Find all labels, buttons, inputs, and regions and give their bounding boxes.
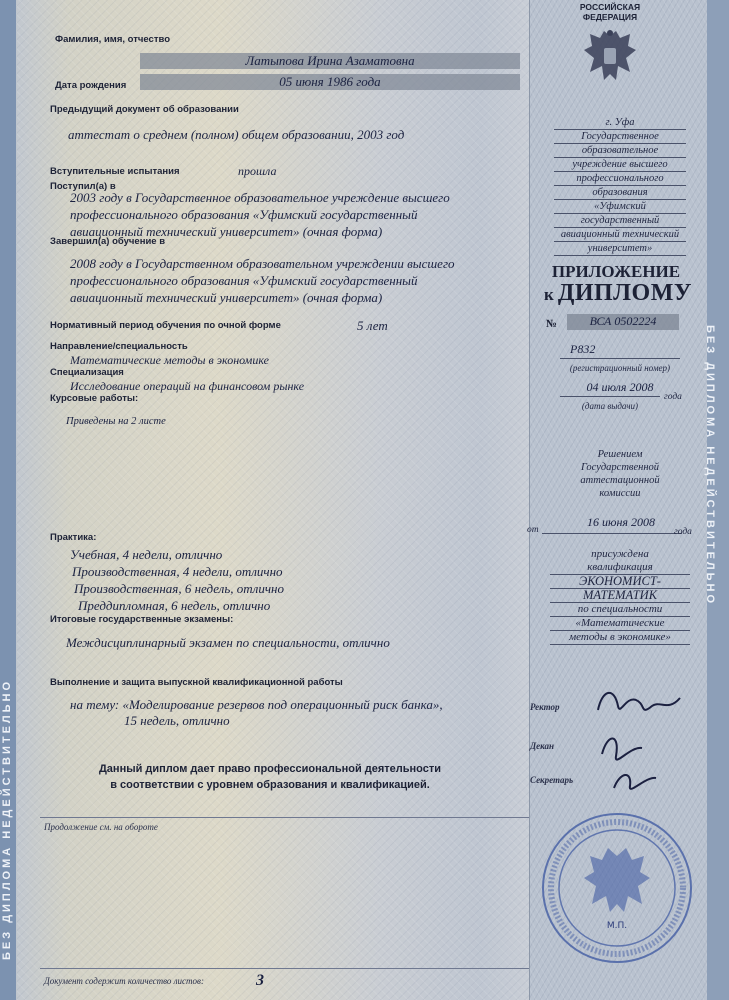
institution-line: профессионального — [554, 172, 686, 186]
awarded-text: присуждена — [591, 548, 649, 560]
period-label: Нормативный период обучения по очной форме — [50, 320, 281, 331]
signatures — [590, 676, 686, 800]
title-line-1: ПРИЛОЖЕНИЕ — [551, 262, 681, 281]
specialization-label: Специализация — [50, 367, 124, 378]
left-vertical-notice: БЕЗ ДИПЛОМА НЕДЕЙСТВИТЕЛЬНО — [1, 678, 13, 960]
dean-signature — [602, 738, 642, 759]
decision-line: аттестационной — [580, 475, 660, 486]
rights-line-1: Данный диплом дает право профессиональной деятельности — [98, 763, 442, 775]
prev-doc-value: аттестат о среднем (полном) общем образовании, 2003 год — [68, 127, 405, 142]
dob-label: Дата рождения — [55, 80, 127, 91]
practice-label: Практика: — [50, 532, 97, 543]
practice-item: Производственная, 6 недель, отлично — [74, 581, 284, 596]
specialization-value: Исследование операций на финансовом рынке — [70, 379, 305, 393]
issue-suffix: года — [664, 392, 682, 402]
qualification-line: ЭКОНОМИСТ- — [550, 575, 690, 589]
prev-doc-label: Предыдущий документ об образовании — [50, 104, 239, 115]
entrance-value: прошла — [238, 164, 277, 178]
issue-date: 04 июля 2008 — [586, 380, 654, 394]
decision-underline — [542, 533, 682, 534]
secretary-label: Секретарь — [530, 775, 574, 785]
reg-number: Р832 — [570, 342, 596, 356]
sheets-value: 3 — [256, 972, 264, 989]
rector-label: Ректор — [530, 702, 560, 712]
sheets-label: Документ содержит количество листов: — [44, 976, 204, 986]
title-k: к — [544, 285, 554, 304]
enrolled-line: 2003 году в Государственное образовательное учреждение высшего — [70, 190, 450, 205]
date-of-birth: 05 июня 1986 года — [279, 74, 381, 89]
right-panel — [529, 0, 708, 1000]
final-exams-label: Итоговые государственные экзамены: — [50, 614, 234, 625]
student-name: Латыпова Ирина Азаматовна — [245, 53, 415, 68]
right-vertical-notice: БЕЗ ДИПЛОМА НЕДЕЙСТВИТЕЛЬНО — [704, 325, 716, 607]
country-line: ФЕДЕРАЦИЯ — [582, 12, 638, 22]
decision-date: 16 июня 2008 — [587, 515, 655, 529]
name-label: Фамилия, имя, отчество — [55, 34, 170, 45]
specialty-line: «Математические — [550, 617, 690, 631]
decision-from: от — [527, 525, 539, 535]
thesis-duration: 15 недель, отлично — [124, 713, 230, 728]
institution-line: университет» — [554, 242, 686, 256]
decision-line: Решением — [597, 449, 643, 460]
completed-text — [70, 255, 510, 306]
decision-suffix: года — [674, 527, 692, 537]
qualification-line: МАТЕМАТИК — [550, 589, 690, 603]
footer-divider — [40, 817, 529, 818]
enrolled-text — [70, 189, 510, 240]
issue-caption: (дата выдачи) — [581, 401, 639, 411]
institution-line: Государственное — [554, 130, 686, 144]
practice-item: Преддипломная, 6 недель, отлично — [78, 598, 271, 613]
completed-label: Завершил(а) обучение в — [50, 236, 166, 247]
coursework-value: Приведены на 2 листе — [66, 416, 166, 427]
decision-block — [560, 448, 680, 500]
decision-line: комиссии — [599, 488, 641, 499]
completed-line: авиационный технический университет» (очная форма) — [70, 290, 383, 305]
institution-block — [554, 116, 686, 256]
official-stamp — [532, 808, 702, 968]
secretary-signature — [614, 775, 656, 789]
stamp-mark: М.П. — [606, 921, 628, 931]
awarded-block — [550, 548, 690, 645]
institution-line: государственный — [554, 214, 686, 228]
issue-underline — [560, 396, 660, 397]
enrolled-label: Поступил(а) в — [50, 181, 116, 192]
institution-line: образования — [554, 186, 686, 200]
thesis-topic: на тему: «Моделирование резервов под операционный риск банка», — [70, 697, 443, 712]
thesis-label: Выполнение и защита выпускной квалификационной работы — [50, 677, 343, 688]
enrolled-line: авиационный технический университет» (очная форма) — [70, 224, 383, 239]
rector-signature — [598, 693, 680, 710]
dean-label: Декан — [530, 741, 554, 751]
country-line: РОССИЙСКАЯ — [579, 2, 641, 12]
completed-line: профессионального образования «Уфимский государственный — [70, 273, 418, 288]
enrolled-line: профессионального образования «Уфимский государственный — [70, 207, 418, 222]
reg-caption: (регистрационный номер) — [569, 363, 671, 373]
institution-line: учреждение высшего — [554, 158, 686, 172]
title-diploma: ДИПЛОМУ — [557, 280, 692, 306]
continued-note: Продолжение см. на обороте — [44, 822, 158, 832]
country-header — [560, 2, 660, 22]
completed-line: 2008 году в Государственном образовательном учреждении высшего — [70, 256, 455, 271]
reg-underline — [560, 358, 680, 359]
decision-line: Государственной — [580, 462, 660, 473]
qualification-label: квалификация — [550, 561, 690, 575]
supplement-number: ВСА 0502224 — [589, 314, 657, 328]
specialty-label: по специальности — [550, 603, 690, 617]
coursework-label: Курсовые работы: — [50, 393, 139, 404]
practice-list — [70, 546, 284, 614]
entrance-label: Вступительные испытания — [50, 166, 180, 177]
institution-line: авиационный технический — [554, 228, 686, 242]
rights-line-2: в соответствии с уровнем образования и квалификацией. — [110, 779, 430, 791]
institution-line: образовательное — [554, 144, 686, 158]
practice-item: Учебная, 4 недели, отлично — [70, 547, 223, 562]
coat-of-arms-emblem — [582, 28, 638, 88]
direction-label: Направление/специальность — [50, 341, 188, 352]
direction-value: Математические методы в экономике — [70, 353, 269, 367]
practice-item: Производственная, 4 недели, отлично — [72, 564, 283, 579]
institution-line: «Уфимский — [554, 200, 686, 214]
city: г. Уфа — [554, 116, 686, 130]
period-value: 5 лет — [357, 318, 388, 333]
title-line-2 — [532, 280, 704, 307]
specialty-line: методы в экономике» — [550, 631, 690, 645]
number-prefix: № — [546, 318, 558, 330]
final-exams-value: Междисциплинарный экзамен по специальности, отлично — [66, 635, 390, 650]
